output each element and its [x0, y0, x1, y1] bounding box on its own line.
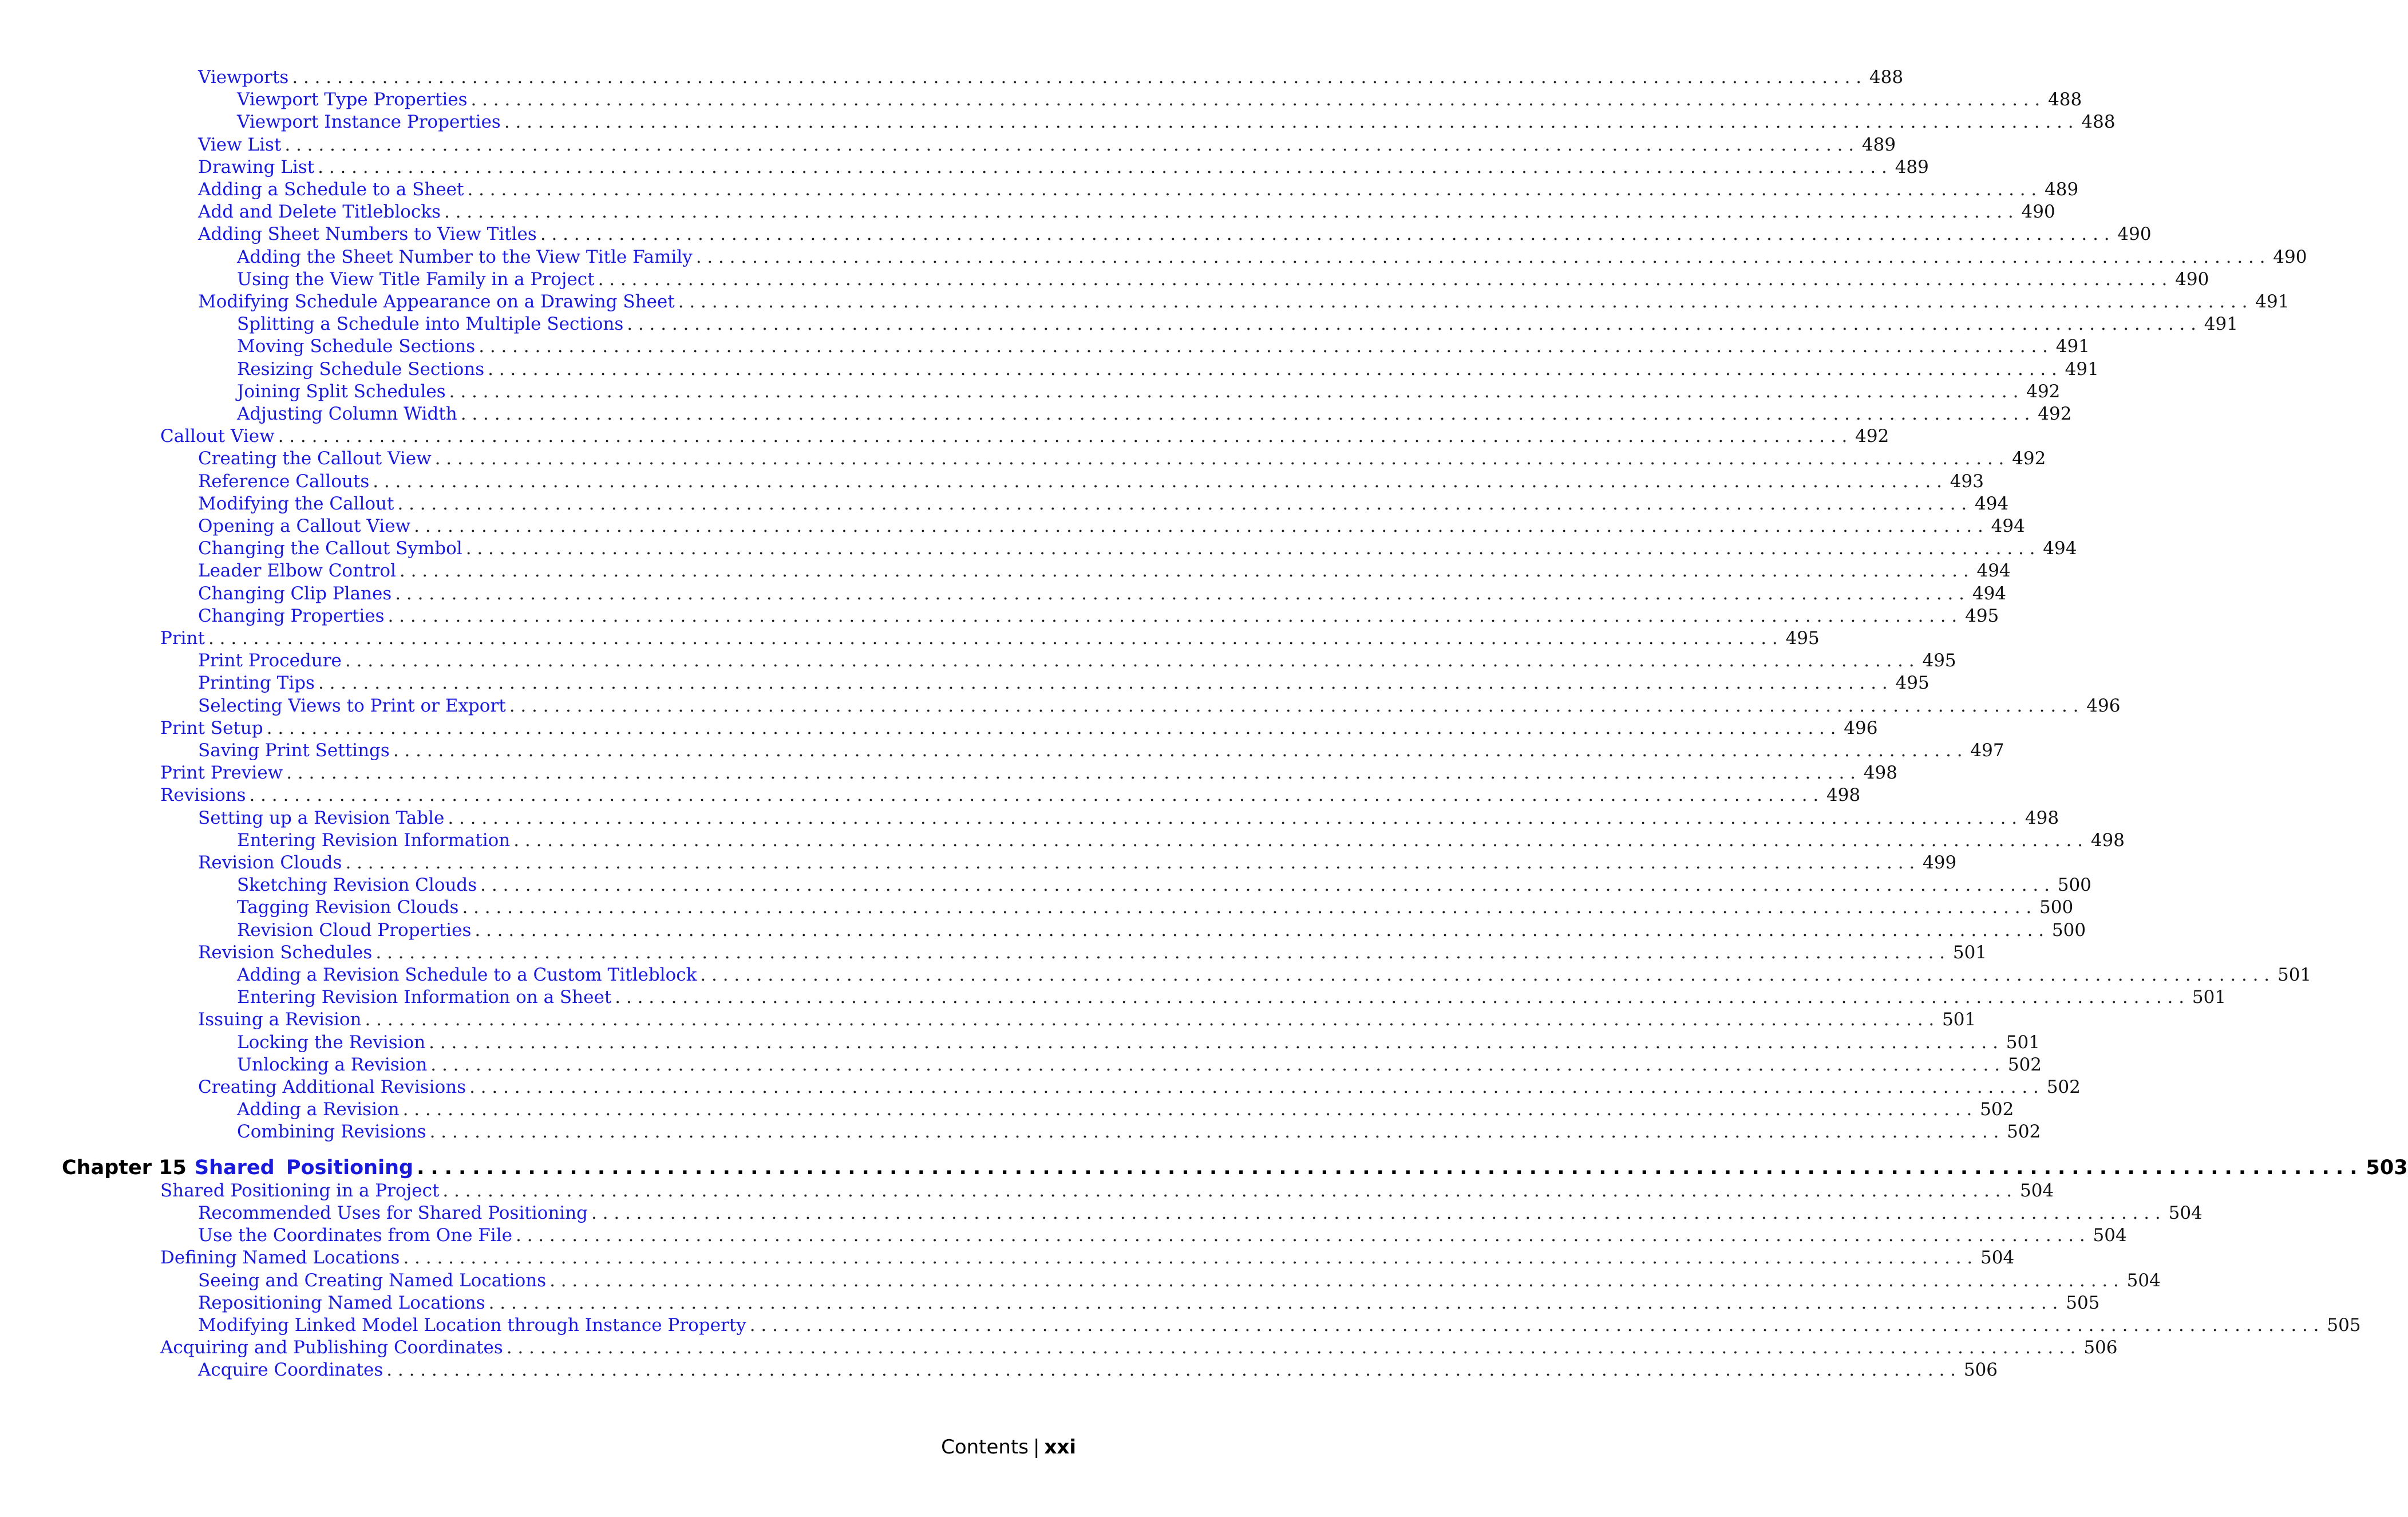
toc-page-number: 505	[2327, 1315, 2361, 1336]
toc-entry[interactable]	[160, 761, 1897, 784]
toc-dot-leader: ............................................................................................................................................	[399, 560, 1975, 582]
toc-page-number: 491	[2055, 336, 2090, 357]
toc-entry[interactable]	[198, 178, 2079, 201]
toc-entry[interactable]	[237, 1053, 2042, 1076]
toc-entry-link[interactable]: Revision Schedules	[198, 942, 373, 963]
toc-page-number: 492	[2012, 448, 2046, 469]
toc-page-number: 502	[2046, 1077, 2081, 1097]
toc-entry[interactable]	[198, 156, 1929, 179]
toc-dot-leader: ............................................................................................................................................	[513, 829, 2089, 851]
toc-page-number: 494	[1991, 516, 2025, 536]
footer-page-number: xxi	[1044, 1436, 1076, 1459]
toc-entry[interactable]	[198, 223, 2152, 246]
toc-entry-link[interactable]: Recommended Uses for Shared Positioning	[198, 1203, 588, 1223]
toc-dot-leader: ............................................................................................................................................	[388, 605, 1963, 626]
toc-entry[interactable]	[198, 447, 2046, 470]
toc-entry-link[interactable]: View List	[198, 134, 282, 155]
toc-page-number: 503	[2366, 1156, 2408, 1179]
toc-entry[interactable]	[237, 246, 2307, 268]
toc-entry[interactable]	[237, 829, 2125, 852]
toc-entry[interactable]	[198, 133, 1896, 156]
toc-entry[interactable]	[198, 492, 2009, 515]
toc-entry-link[interactable]: Opening a Callout View	[198, 516, 411, 536]
toc-dot-leader: ............................................................................................................................................	[318, 673, 1893, 694]
toc-entry[interactable]	[198, 1202, 2203, 1224]
toc-page-number: 495	[1922, 650, 1956, 671]
toc-entry-link[interactable]: Acquire Coordinates	[198, 1360, 383, 1381]
toc-entry-link[interactable]: Moving Schedule Sections	[237, 336, 476, 357]
toc-entry[interactable]	[198, 605, 1999, 627]
toc-entry-link[interactable]: Locking the Revision	[237, 1032, 426, 1053]
toc-dot-leader: ............................................................................................................................................	[462, 897, 2038, 918]
toc-dot-leader: ............................................................................................................................................	[402, 1099, 1978, 1120]
toc-page-number: 491	[2204, 314, 2238, 335]
toc-entry[interactable]	[237, 110, 2116, 133]
toc-dot-leader: ............................................................................................................................................	[278, 426, 1853, 447]
toc-dot-leader: ............................................................................................................................................	[373, 471, 1948, 492]
toc-dot-leader: ............................................................................................................................................	[403, 1247, 1979, 1269]
toc-page-number: 495	[1785, 628, 1820, 649]
toc-entry-link[interactable]: Print Preview	[160, 763, 283, 784]
toc-entry[interactable]	[160, 717, 1878, 740]
toc-entry-link[interactable]: Adjusting Column Width	[237, 404, 457, 424]
toc-entry[interactable]	[237, 963, 2312, 986]
toc-entry[interactable]	[237, 402, 2072, 425]
toc-page-number: 500	[2039, 897, 2074, 918]
toc-entry[interactable]	[198, 1291, 2100, 1314]
toc-page-number: 489	[1861, 134, 1896, 155]
toc-dot-leader: ............................................................................................................................................	[479, 336, 2054, 357]
toc-entry[interactable]	[198, 470, 1984, 493]
toc-dot-leader: ............................................................................................................................................	[365, 1009, 1940, 1030]
toc-page-number: 501	[2277, 965, 2312, 985]
toc-entry-link[interactable]: Viewport Instance Properties	[237, 112, 501, 133]
toc-entry[interactable]	[198, 1224, 2127, 1247]
toc-page-number: 506	[2083, 1337, 2118, 1358]
toc-entry-link[interactable]: Selecting Views to Print or Export	[198, 695, 506, 716]
toc-page-number: 499	[1923, 852, 1957, 873]
toc-dot-leader: ............................................................................................................................................	[444, 202, 2019, 223]
toc-page-number: 494	[2043, 538, 2077, 559]
toc-page-number: 504	[2093, 1225, 2127, 1246]
toc-page-number: 500	[2057, 875, 2091, 896]
toc-entry-link[interactable]: Setting up a Revision Table	[198, 807, 445, 828]
toc-dot-leader: ............................................................................................................................................	[318, 156, 1893, 177]
toc-entry-link[interactable]: Viewports	[198, 67, 289, 88]
toc-chapter-label: Chapter 15	[62, 1156, 187, 1179]
toc-entry-link[interactable]: Adding a Schedule to a Sheet	[198, 179, 464, 200]
toc-entry-link[interactable]: Seeing and Creating Named Locations	[198, 1270, 547, 1291]
toc-entry[interactable]	[160, 1246, 2015, 1269]
toc-entry-link[interactable]: Resizing Schedule Sections	[237, 358, 485, 380]
toc-entry[interactable]	[237, 380, 2061, 403]
toc-page-number: 505	[2066, 1292, 2100, 1313]
toc-dot-leader: ............................................................................................................................................	[292, 67, 1867, 88]
toc-dot-leader: ............................................................................................................................................	[488, 1292, 2064, 1313]
toc-dot-leader: ............................................................................................................................................	[375, 942, 1951, 963]
toc-entry-link[interactable]: Creating the Callout View	[198, 448, 432, 469]
toc-entry[interactable]	[198, 1314, 2361, 1337]
toc-dot-leader: ............................................................................................................................................	[488, 358, 2063, 380]
toc-entry-link[interactable]: Issuing a Revision	[198, 1009, 362, 1030]
toc-dot-leader: ............................................................................................................................................	[284, 134, 1860, 155]
toc-entry[interactable]	[237, 88, 2082, 111]
toc-dot-leader: ............................................................................................................................................	[266, 717, 1842, 738]
toc-entry[interactable]	[198, 1076, 2081, 1099]
toc-dot-leader: ............................................................................................................................................	[448, 807, 2023, 828]
toc-entry-link[interactable]: Viewport Type Properties	[237, 89, 468, 110]
toc-dot-leader: ............................................................................................................................................	[467, 179, 2043, 200]
toc-dot-leader: ............................................................................................................................................	[678, 291, 2253, 312]
toc-dot-leader: ............................................................................................................................................	[449, 381, 2025, 402]
toc-dot-leader: ............................................................................................................................................	[749, 1315, 2325, 1336]
toc-entry[interactable]	[198, 941, 1987, 964]
toc-dot-leader: ............................................................................................................................................	[509, 695, 2085, 716]
toc-entry[interactable]	[160, 627, 1820, 650]
toc-dot-leader: ............................................................................................................................................	[397, 493, 1973, 514]
toc-entry-link[interactable]: Print Setup	[160, 717, 263, 738]
toc-page-number: 504	[2168, 1203, 2203, 1223]
toc-entry-link[interactable]: Modifying the Callout	[198, 493, 394, 514]
toc-entry-link[interactable]: Changing Properties	[198, 605, 385, 626]
toc-dot-leader: ............................................................................................................................................	[627, 314, 2202, 335]
toc-page-number: 497	[1970, 740, 2004, 761]
toc-page-number: 494	[1975, 493, 2009, 514]
toc-entry-link[interactable]: Acquiring and Publishing Coordinates	[160, 1337, 503, 1358]
toc-entry[interactable]	[237, 919, 2086, 942]
toc-page-number: 493	[1950, 471, 1984, 492]
toc-dot-leader: ............................................................................................................................................	[386, 1360, 1962, 1381]
toc-entry[interactable]	[198, 559, 2011, 582]
toc-entry-link[interactable]: Adding Sheet Numbers to View Titles	[198, 224, 537, 245]
toc-dot-leader: ............................................................................................................................................	[469, 1077, 2045, 1097]
toc-page-number: 492	[2026, 381, 2061, 402]
toc-dot-leader: ............................................................................................................................................	[395, 583, 1970, 604]
toc-page-number: 489	[2045, 179, 2079, 200]
toc-entry[interactable]	[198, 1358, 1998, 1381]
toc-dot-leader: ............................................................................................................................................	[540, 224, 2116, 245]
toc-dot-leader: ............................................................................................................................................	[417, 1156, 2364, 1179]
toc-entry[interactable]	[160, 1336, 2118, 1359]
toc-entry-link[interactable]: Sketching Revision Clouds	[237, 875, 477, 896]
toc-dot-leader: ............................................................................................................................................	[249, 785, 1825, 806]
toc-dot-leader: ............................................................................................................................................	[208, 628, 1784, 649]
toc-page-number: 489	[1895, 156, 1929, 177]
toc-dot-leader: ............................................................................................................................................	[434, 448, 2010, 469]
toc-dot-leader: ............................................................................................................................................	[465, 538, 2041, 559]
toc-page-number: 492	[2038, 404, 2072, 424]
toc-entry[interactable]	[198, 671, 1929, 694]
toc-page-number: 504	[2019, 1180, 2054, 1201]
toc-entry-link[interactable]: Entering Revision Information on a Sheet	[237, 987, 612, 1008]
toc-page-number: 495	[1965, 605, 1999, 626]
toc-entry[interactable]	[198, 200, 2055, 223]
toc-entry[interactable]	[198, 537, 2077, 560]
toc-dot-leader: ............................................................................................................................................	[700, 965, 2275, 985]
toc-chapter-entry[interactable]	[62, 1155, 2408, 1181]
toc-page-number: 488	[1869, 67, 1904, 88]
toc-page-number: 490	[2021, 202, 2055, 223]
toc-entry[interactable]	[160, 1179, 2054, 1202]
toc-entry-link[interactable]: Modifying Schedule Appearance on a Drawing Sheet	[198, 291, 675, 312]
toc-entry[interactable]	[237, 358, 2099, 381]
toc-page-number: 502	[2007, 1121, 2041, 1143]
toc-page-number: 495	[1895, 673, 1929, 694]
toc-entry[interactable]	[237, 986, 2227, 1009]
toc-entry-link[interactable]: Adding the Sheet Number to the View Title Family	[237, 246, 693, 267]
toc-page-number: 498	[1863, 763, 1897, 784]
toc-entry-link[interactable]: Callout View	[160, 426, 275, 447]
toc-entry-link[interactable]: Revision Cloud Properties	[237, 919, 472, 941]
toc-page-number: 490	[2117, 224, 2152, 245]
toc-entry[interactable]	[160, 425, 1889, 448]
toc-entry-link[interactable]: Print	[160, 628, 205, 649]
toc-entry[interactable]	[237, 335, 2090, 358]
toc-entry-link[interactable]: Revisions	[160, 785, 246, 806]
toc-page-number: 504	[2126, 1270, 2161, 1291]
toc-page-number: 488	[2081, 112, 2116, 133]
toc-dot-leader: ............................................................................................................................................	[475, 919, 2050, 941]
toc-entry[interactable]	[198, 582, 2007, 605]
toc-page-number: 498	[2025, 807, 2059, 828]
toc-page-number: 496	[1844, 717, 1878, 738]
toc-entry-link[interactable]: Unlocking a Revision	[237, 1054, 428, 1075]
toc-page-number: 502	[1980, 1099, 2014, 1120]
toc-entry[interactable]	[198, 739, 2004, 762]
toc-dot-leader: ............................................................................................................................................	[615, 987, 2190, 1008]
toc-entry-link[interactable]: Drawing List	[198, 156, 315, 177]
toc-entry-link[interactable]: Using the View Title Family in a Project	[237, 268, 595, 290]
toc-entry-link[interactable]: Entering Revision Information	[237, 829, 511, 851]
toc-entry[interactable]	[237, 874, 2091, 896]
toc-page-number: 501	[2192, 987, 2227, 1008]
toc-entry[interactable]	[198, 649, 1956, 672]
toc-dot-leader: ............................................................................................................................................	[591, 1203, 2166, 1223]
toc-entry-link[interactable]: Tagging Revision Clouds	[237, 897, 459, 918]
toc-entry-link[interactable]: Joining Split Schedules	[237, 381, 446, 402]
toc-entry-link[interactable]: Use the Coordinates from One File	[198, 1225, 512, 1246]
toc-dot-leader: ............................................................................................................................................	[345, 650, 1920, 671]
toc-entry[interactable]	[237, 1120, 2041, 1143]
toc-page-number: 498	[1826, 785, 1861, 806]
toc-entry-link[interactable]: Modifying Linked Model Location through Instance Property	[198, 1315, 746, 1336]
toc-entry[interactable]	[160, 784, 1861, 807]
toc-page-number: 490	[2175, 268, 2209, 290]
toc-entry[interactable]	[198, 66, 1904, 89]
page-footer	[941, 1436, 1076, 1459]
toc-entry[interactable]	[198, 807, 2059, 829]
toc-entry[interactable]	[198, 515, 2025, 538]
toc-page-number: 496	[2086, 695, 2121, 716]
toc-page-number: 494	[1976, 560, 2011, 582]
toc-page-number: 488	[2048, 89, 2082, 110]
toc-dot-leader: ............................................................................................................................................	[442, 1180, 2018, 1201]
toc-page-number: 498	[2090, 829, 2125, 851]
toc-entry-link[interactable]: Changing Clip Planes	[198, 583, 392, 604]
toc-dot-leader: ............................................................................................................................................	[506, 1337, 2082, 1358]
toc-entry-link[interactable]: Printing Tips	[198, 673, 315, 694]
toc-dot-leader: ............................................................................................................................................	[695, 246, 2271, 267]
toc-entry[interactable]	[237, 268, 2209, 291]
toc-entry-link[interactable]: Leader Elbow Control	[198, 560, 396, 582]
toc-dot-leader: ............................................................................................................................................	[549, 1270, 2125, 1291]
toc-entry-link[interactable]: Splitting a Schedule into Multiple Sections	[237, 314, 624, 335]
toc-dot-leader: ............................................................................................................................................	[430, 1054, 2006, 1075]
toc-page-number: 491	[2065, 358, 2099, 380]
toc-entry-link[interactable]: Revision Clouds	[198, 852, 342, 873]
toc-entry-link[interactable]: Combining Revisions	[237, 1121, 426, 1143]
toc-page-number: 502	[2007, 1054, 2042, 1075]
toc-entry-link[interactable]: Add and Delete Titleblocks	[198, 202, 441, 223]
toc-entry[interactable]	[198, 290, 2290, 313]
toc-entry[interactable]	[237, 1098, 2014, 1121]
toc-page-number: 494	[1972, 583, 2007, 604]
toc-entry[interactable]	[198, 1269, 2161, 1292]
toc-dot-leader: ............................................................................................................................................	[504, 112, 2079, 133]
toc-entry[interactable]	[237, 1031, 2040, 1054]
footer-separator: |	[1033, 1436, 1040, 1459]
toc-entry-link[interactable]: Defining Named Locations	[160, 1247, 400, 1269]
toc-dot-leader: ............................................................................................................................................	[460, 404, 2036, 424]
toc-entry[interactable]	[237, 313, 2238, 335]
toc-dot-leader: ............................................................................................................................................	[429, 1121, 2005, 1143]
toc-entry[interactable]	[198, 694, 2121, 717]
toc-entry-link[interactable]: Changing the Callout Symbol	[198, 538, 462, 559]
toc-entry-link[interactable]: Creating Additional Revisions	[198, 1077, 466, 1097]
toc-entry-link[interactable]: Adding a Revision Schedule to a Custom Titleblock	[237, 965, 697, 985]
toc-dot-leader: ............................................................................................................................................	[480, 875, 2055, 896]
toc-entry-link[interactable]: Shared Positioning	[194, 1156, 414, 1179]
toc-dot-leader: ............................................................................................................................................	[515, 1225, 2091, 1246]
toc-dot-leader: ............................................................................................................................................	[470, 89, 2046, 110]
toc-page-number: 501	[1942, 1009, 1976, 1030]
toc-page-number: 501	[2006, 1032, 2040, 1053]
toc-dot-leader: ............................................................................................................................................	[393, 740, 1968, 761]
toc-page-number: 501	[1952, 942, 1987, 963]
toc-page-number: 500	[2051, 919, 2086, 941]
toc-entry[interactable]	[237, 896, 2074, 919]
toc-entry[interactable]	[198, 851, 1957, 874]
toc-dot-leader: ............................................................................................................................................	[598, 268, 2173, 290]
toc-dot-leader: ............................................................................................................................................	[345, 852, 1920, 873]
toc-entry-link[interactable]: Print Procedure	[198, 650, 342, 671]
toc-entry-link[interactable]: Adding a Revision	[237, 1099, 400, 1120]
toc-entry-link[interactable]: Saving Print Settings	[198, 740, 390, 761]
toc-entry-link[interactable]: Repositioning Named Locations	[198, 1292, 485, 1313]
toc-dot-leader: ............................................................................................................................................	[286, 763, 1861, 784]
toc-page-number: 490	[2273, 246, 2307, 267]
toc-dot-leader: ............................................................................................................................................	[429, 1032, 2004, 1053]
toc-entry-link[interactable]: Reference Callouts	[198, 471, 370, 492]
toc-page-number: 492	[1855, 426, 1889, 447]
toc-entry-link[interactable]: Shared Positioning in a Project	[160, 1180, 440, 1201]
toc-page-number: 506	[1963, 1360, 1998, 1381]
toc-page-number: 491	[2255, 291, 2290, 312]
toc-dot-leader: ............................................................................................................................................	[414, 516, 1989, 536]
toc-entry[interactable]	[198, 1008, 1976, 1031]
footer-label: Contents	[941, 1436, 1029, 1459]
toc-page-number: 504	[1980, 1247, 2015, 1269]
